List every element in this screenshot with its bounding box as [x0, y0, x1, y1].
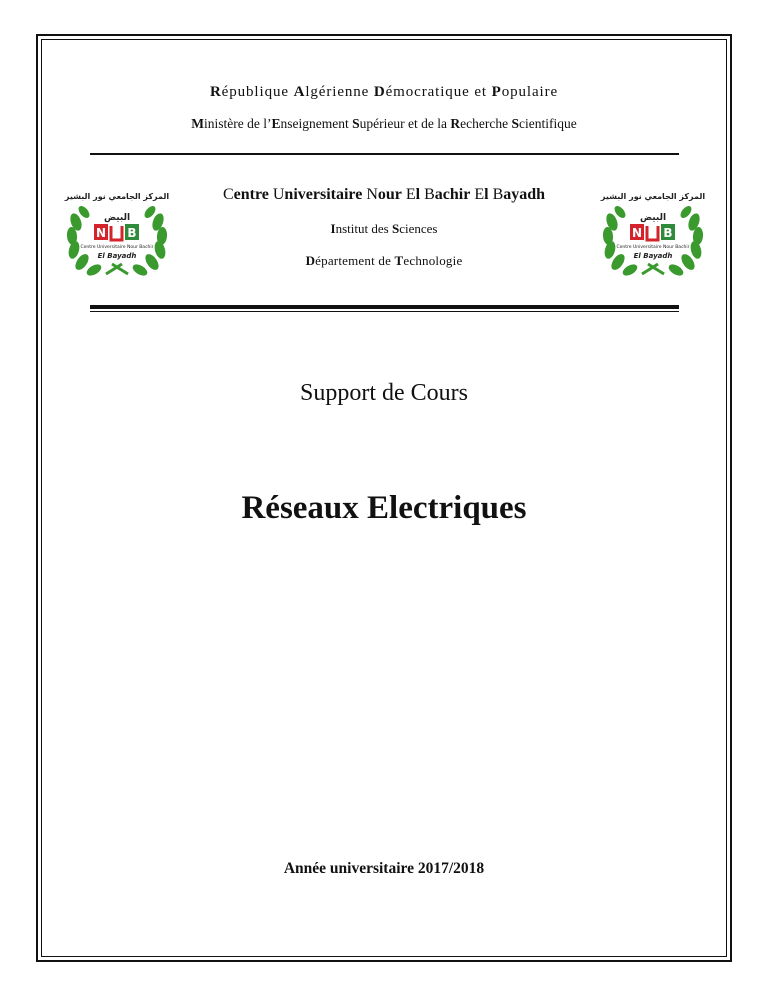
academic-year: Année universitaire 2017/2018: [283, 860, 485, 877]
header-divider: [90, 153, 679, 155]
svg-text:Centre Universitaire Nour Bach: Centre Universitaire Nour Bachir: [616, 245, 690, 250]
svg-text:B: B: [663, 226, 673, 240]
institution-divider-thin: [90, 311, 679, 312]
svg-text:البيض: البيض: [103, 213, 131, 223]
republic-word: Algérienne: [293, 84, 370, 100]
svg-text:N: N: [631, 226, 643, 240]
republic-word: République: [209, 84, 289, 100]
support-label: Support de Cours: [300, 380, 468, 406]
svg-text:البيض: البيض: [639, 213, 667, 223]
institution-divider-thick: [90, 305, 679, 309]
svg-text:المركز الجامعي نور البشير: المركز الجامعي نور البشير: [600, 192, 706, 201]
university-logo-right: [598, 184, 708, 280]
svg-text:El Bayadh: El Bayadh: [97, 252, 137, 260]
university-logo-left: [62, 184, 172, 280]
institut-name: Institut des Sciences: [330, 221, 438, 236]
departement-name: Département de Technologie: [305, 253, 463, 268]
republic-word: Populaire: [491, 84, 559, 100]
centre-name: Centre Universitaire Nour El Bachir El Bayadh: [222, 186, 546, 203]
svg-text:N: N: [95, 226, 107, 240]
course-title: Réseaux Electriques: [241, 490, 527, 526]
svg-text:Centre Universitaire Nour Bach: Centre Universitaire Nour Bachir: [80, 245, 154, 250]
republic-word: Démocratique: [373, 84, 470, 100]
svg-text:المركز الجامعي نور البشير: المركز الجامعي نور البشير: [64, 192, 170, 201]
republic-word: et: [474, 84, 487, 100]
republic-line: [0, 84, 768, 101]
ministry-line: Ministère de l’Enseignement Supérieur et de la Recherche Scientifique: [191, 116, 577, 131]
svg-text:El Bayadh: El Bayadh: [633, 252, 673, 260]
svg-text:B: B: [127, 226, 137, 240]
